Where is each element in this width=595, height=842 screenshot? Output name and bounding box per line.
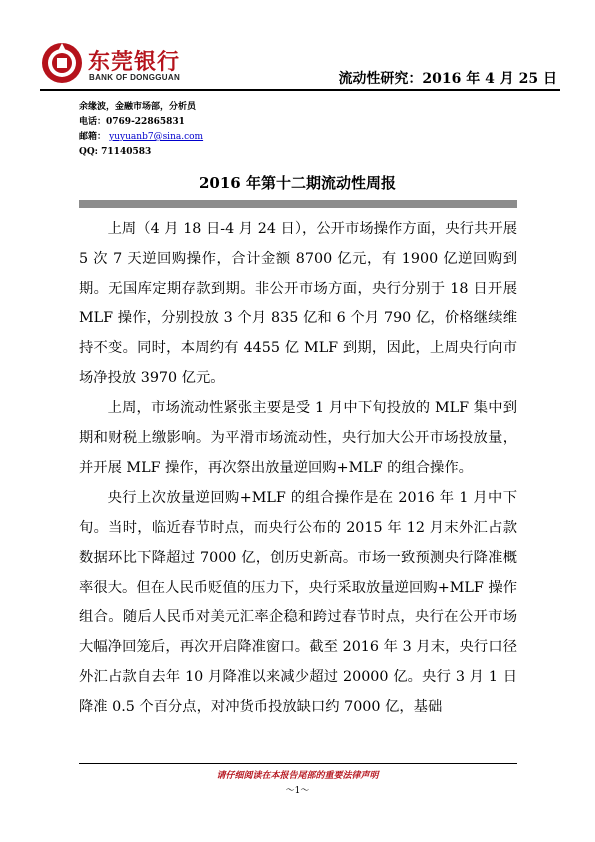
qq-value: 71140583 bbox=[101, 147, 152, 157]
analyst-info bbox=[79, 100, 203, 160]
footer-rule bbox=[79, 763, 517, 764]
report-body bbox=[79, 215, 517, 723]
header-rule bbox=[40, 89, 560, 91]
analyst-name-role: 余缘波，金融市场部，分析员 bbox=[79, 102, 197, 112]
paragraph-3: 央行上次放量逆回购+MLF 的组合操作是在 2016 年 1 月中下旬。当时，临近春节时点，而央行公布的 2015 年 12 月末外汇占款数据环比下降超过 7000 亿，创历史新高。市场一致预测央行降准概率很大。但在人民币贬值的压力下，央行采取放量逆回购+MLF 操作组合。随后人民币对美元汇率企稳和跨过春节时点，央行在公开市场大幅净回笼后，再次开启降准窗口。截至 2016 年 3 月末，央行口径外汇占款自去年 10 月降准以来减少超过 20000 亿。央行 3 月 1 日降准 0.5 个百分点，对冲货币投放缺口约 7000 亿，基础 bbox=[79, 490, 517, 715]
phone-label: 电话： bbox=[79, 117, 107, 127]
bank-name-en: BANK OF DONGGUAN bbox=[89, 73, 181, 82]
qq-label: QQ: bbox=[79, 147, 99, 157]
email-link[interactable]: yuyuanb7@sina.com bbox=[109, 132, 204, 142]
page-title: 2016 年第十二期流动性周报 bbox=[199, 174, 396, 192]
analyst-email-row bbox=[79, 130, 203, 145]
phone-value: 0769-22865831 bbox=[106, 117, 185, 127]
analyst-qq-row bbox=[79, 145, 203, 160]
title-divider-bar bbox=[79, 200, 517, 208]
bank-name-cn: 东莞银行 bbox=[88, 49, 181, 75]
report-heading: 流动性研究：2016 年 4 月 25 日 bbox=[338, 71, 557, 87]
bank-logo bbox=[40, 41, 240, 87]
email-label: 邮箱： bbox=[79, 132, 107, 142]
paragraph-1: 上周（4 月 18 日-4 月 24 日），公开市场操作方面，央行共开展 5 次 7 天逆回购操作，合计金额 8700 亿元，有 1900 亿逆回购到期。无国库定期存款到期。非公开市场方面，央行分别于 18 日开展 MLF 操作，分别投放 3 个月 835 亿和 6 个月 790 亿，价格继续维持不变。同时，本周约有 4455 亿 MLF 到期，因此，上周央行向市场净投放 3970 亿元。 bbox=[79, 221, 517, 386]
legal-disclaimer: 请仔细阅读在本报告尾部的重要法律声明 bbox=[216, 771, 379, 781]
paragraph-2: 上周，市场流动性紧张主要是受 1 月中下旬投放的 MLF 集中到期和财税上缴影响。为平滑市场流动性，央行加大公开市场投放量，并开展 MLF 操作，再次祭出放量逆回购+MLF 的组合操作。 bbox=[79, 400, 517, 476]
analyst-phone-row bbox=[79, 115, 203, 130]
bank-emblem-icon bbox=[40, 41, 84, 85]
page-number: ～1～ bbox=[285, 786, 310, 796]
